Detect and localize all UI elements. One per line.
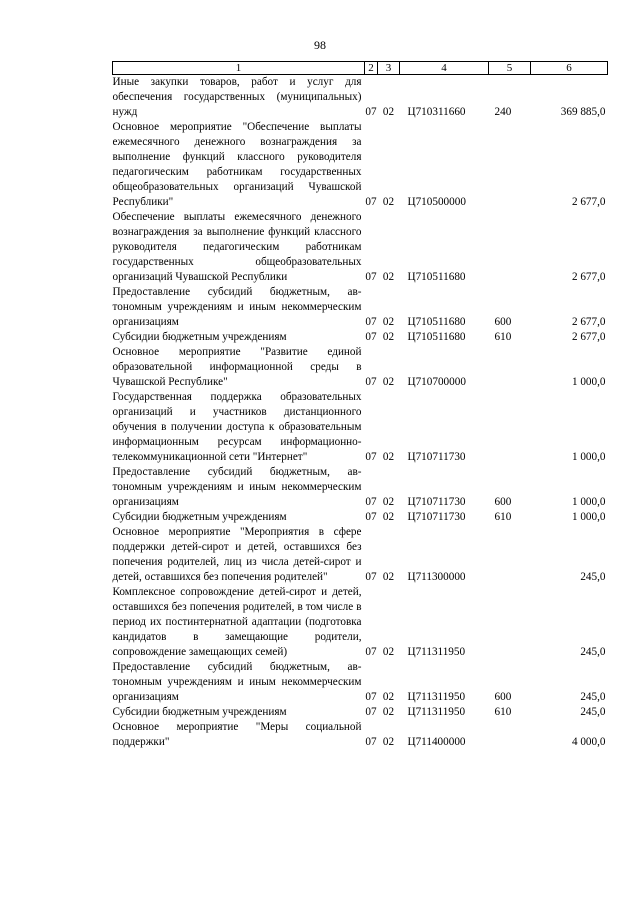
row-amount: 1 000,0 xyxy=(571,376,606,388)
row-section: 07 xyxy=(365,106,377,118)
row-target-article: Ц711400000 xyxy=(407,736,466,748)
table-row xyxy=(113,510,608,525)
row-subsection: 02 xyxy=(382,646,395,658)
row-expense-type xyxy=(489,720,531,750)
table-row xyxy=(113,345,608,390)
row-subsection: 02 xyxy=(382,511,395,523)
row-target-article: Ц710511680 xyxy=(407,331,466,343)
row-name: Основное мероприятие "Меры социальной поддержки" xyxy=(112,721,362,748)
row-section: 07 xyxy=(365,706,377,718)
table-row xyxy=(113,120,608,210)
row-name: Комплексное сопровождение детей-сирот и детей, оставшихся без попечения родителей, в том числе в период их постинтернатной адаптации (подготовка кандидатов в замещающие родители, сопровождение замещающих семей) xyxy=(112,586,362,658)
row-section: 07 xyxy=(365,196,377,208)
row-name: Предоставление субсидий бюджетным, автономным учреждениям и иным некоммерческим организациям xyxy=(112,466,362,508)
row-expense-type: 610 xyxy=(494,331,512,343)
row-target-article: Ц711311950 xyxy=(407,691,466,703)
row-subsection: 02 xyxy=(382,496,395,508)
row-target-article: Ц710711730 xyxy=(407,451,466,463)
table-row xyxy=(113,720,608,750)
row-subsection: 02 xyxy=(382,451,395,463)
row-expense-type: 600 xyxy=(494,496,512,508)
row-name: Субсидии бюджетным учреждениям xyxy=(112,331,287,343)
row-target-article: Ц711311950 xyxy=(407,646,466,658)
row-amount: 2 677,0 xyxy=(571,271,606,283)
row-amount: 1 000,0 xyxy=(571,496,606,508)
row-subsection: 02 xyxy=(382,571,395,583)
table-row xyxy=(113,210,608,285)
row-expense-type: 600 xyxy=(494,316,512,328)
row-target-article: Ц710511680 xyxy=(407,316,466,328)
row-expense-type xyxy=(489,585,531,660)
row-amount: 2 677,0 xyxy=(571,316,606,328)
row-name: Основное мероприятие "Обеспечение выплаты ежемесячного денежного вознаграждения за выполнение функций классного руководителя педагогическим работникам государственных общеобразовательных организаций Чувашской Республики" xyxy=(112,121,362,208)
row-subsection: 02 xyxy=(382,376,395,388)
row-subsection: 02 xyxy=(382,331,395,343)
table-row xyxy=(113,660,608,705)
row-amount: 2 677,0 xyxy=(571,196,606,208)
row-amount: 245,0 xyxy=(580,706,606,718)
table-row xyxy=(113,705,608,720)
row-section: 07 xyxy=(365,691,377,703)
row-target-article: Ц711311950 xyxy=(407,706,466,718)
row-name: Государственная поддержка образовательных организаций и участников дистанционного обучения в получении доступа к образовательным информационным ресурсам информационно-телекоммуникационной сети "Интернет" xyxy=(112,391,362,463)
row-amount: 4 000,0 xyxy=(571,736,606,748)
row-amount: 2 677,0 xyxy=(571,331,606,343)
page-number: 98 xyxy=(314,38,326,52)
row-subsection: 02 xyxy=(382,736,395,748)
row-amount: 245,0 xyxy=(580,571,606,583)
row-name: Предоставление субсидий бюджетным, автономным учреждениям и иным некоммерческим организациям xyxy=(112,286,362,328)
table-row xyxy=(113,75,608,121)
header-col-6: 6 xyxy=(531,62,608,75)
row-subsection: 02 xyxy=(382,106,395,118)
header-col-1: 1 xyxy=(113,62,365,75)
row-expense-type xyxy=(489,390,531,465)
row-expense-type xyxy=(489,120,531,210)
row-amount: 1 000,0 xyxy=(571,451,606,463)
table-row xyxy=(113,585,608,660)
row-section: 07 xyxy=(365,736,377,748)
budget-table xyxy=(112,61,608,750)
row-subsection: 02 xyxy=(382,706,395,718)
row-amount: 1 000,0 xyxy=(571,511,606,523)
table-header-row xyxy=(113,62,608,75)
row-section: 07 xyxy=(365,376,377,388)
row-expense-type: 600 xyxy=(494,691,512,703)
row-name: Основное мероприятие "Мероприятия в сфере поддержки детей-сирот и детей, оставшихся без попечения родителей, лиц из числа детей-сирот и детей, оставшихся без попечения родителей" xyxy=(112,526,362,583)
row-expense-type xyxy=(489,210,531,285)
row-target-article: Ц710311660 xyxy=(407,106,466,118)
row-target-article: Ц710500000 xyxy=(407,196,466,208)
row-amount: 369 885,0 xyxy=(560,106,606,118)
header-col-2: 2 xyxy=(365,62,378,75)
row-name: Обеспечение выплаты ежемесячного денежного вознаграждения за выполнение функций классного руководителя педагогическим работникам государственных общеобразовательных организаций Чувашской Республики xyxy=(112,211,362,283)
row-target-article: Ц710711730 xyxy=(407,511,466,523)
header-col-5: 5 xyxy=(489,62,531,75)
row-section: 07 xyxy=(365,646,377,658)
table-row xyxy=(113,525,608,585)
row-expense-type: 240 xyxy=(494,106,512,118)
table-row xyxy=(113,465,608,510)
row-target-article: Ц710700000 xyxy=(407,376,466,388)
table-row xyxy=(113,285,608,330)
row-name: Иные закупки товаров, работ и услуг для обеспечения государственных (муниципальных) нужд xyxy=(112,76,362,118)
row-amount: 245,0 xyxy=(580,691,606,703)
row-target-article: Ц711300000 xyxy=(407,571,466,583)
row-expense-type xyxy=(489,345,531,390)
row-target-article: Ц710511680 xyxy=(407,271,466,283)
row-subsection: 02 xyxy=(382,196,395,208)
row-section: 07 xyxy=(365,511,377,523)
table-row xyxy=(113,330,608,345)
row-name: Субсидии бюджетным учреждениям xyxy=(112,511,287,523)
row-name: Предоставление субсидий бюджетным, автономным учреждениям и иным некоммерческим организациям xyxy=(112,661,362,703)
row-section: 07 xyxy=(365,316,377,328)
header-col-3: 3 xyxy=(378,62,400,75)
row-expense-type xyxy=(489,525,531,585)
row-subsection: 02 xyxy=(382,691,395,703)
row-section: 07 xyxy=(365,331,377,343)
row-section: 07 xyxy=(365,271,377,283)
row-expense-type: 610 xyxy=(494,706,512,718)
row-section: 07 xyxy=(365,451,377,463)
row-name: Основное мероприятие "Развитие единой образовательной информационной среды в Чувашской Республике" xyxy=(112,346,362,388)
row-section: 07 xyxy=(365,496,377,508)
row-subsection: 02 xyxy=(382,316,395,328)
row-expense-type: 610 xyxy=(494,511,512,523)
row-name: Субсидии бюджетным учреждениям xyxy=(112,706,287,718)
row-section: 07 xyxy=(365,571,377,583)
row-target-article: Ц710711730 xyxy=(407,496,466,508)
table-row xyxy=(113,390,608,465)
row-subsection: 02 xyxy=(382,271,395,283)
header-col-4: 4 xyxy=(400,62,489,75)
row-amount: 245,0 xyxy=(580,646,606,658)
